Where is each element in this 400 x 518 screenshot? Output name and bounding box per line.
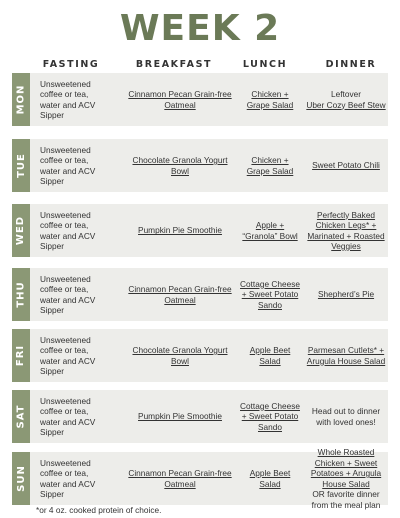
lunch-recipe-link[interactable]: Cottage Cheese + Sweet Potato Sando bbox=[240, 278, 300, 310]
breakfast-recipe-link[interactable]: Pumpkin Pie Smoothie bbox=[138, 225, 222, 236]
dinner-recipe-link[interactable]: Shepherd’s Pie bbox=[317, 289, 375, 300]
day-row-thu bbox=[12, 268, 388, 321]
breakfast-recipe-link[interactable]: Cinnamon Pecan Grain-free Oatmeal bbox=[128, 89, 232, 110]
dinner-cell[interactable] bbox=[304, 268, 388, 321]
page-title: WEEK 2 bbox=[119, 8, 281, 49]
lunch-cell[interactable] bbox=[239, 390, 301, 443]
fasting-cell: Unsweetened coffee or tea, water and ACV Sipper bbox=[40, 457, 96, 499]
breakfast-recipe-link[interactable]: Pumpkin Pie Smoothie bbox=[138, 411, 222, 422]
header-breakfast: BREAKFAST bbox=[135, 59, 213, 70]
day-row-fri bbox=[12, 329, 388, 382]
dinner-cell[interactable] bbox=[304, 204, 388, 257]
fasting-cell: Unsweetened coffee or tea, water and ACV Sipper bbox=[40, 334, 96, 376]
header-fasting: FASTING bbox=[42, 59, 100, 70]
lunch-recipe-link[interactable]: Chicken + Grape Salad bbox=[246, 155, 294, 176]
day-label: THU bbox=[15, 281, 27, 308]
lunch-cell[interactable] bbox=[239, 139, 301, 192]
day-row-mon bbox=[12, 73, 388, 126]
breakfast-cell[interactable] bbox=[124, 139, 236, 192]
dinner-text: OR favorite dinner from the meal plan bbox=[311, 489, 381, 510]
dinner-cell[interactable] bbox=[304, 139, 388, 192]
footnote: *or 4 oz. cooked protein of choice. bbox=[36, 505, 162, 515]
header-dinner: DINNER bbox=[325, 59, 377, 70]
lunch-cell[interactable] bbox=[239, 204, 301, 257]
dinner-text: Leftover bbox=[331, 89, 361, 99]
dinner-cell[interactable] bbox=[304, 329, 388, 382]
lunch-recipe-link[interactable]: Apple + “Granola” Bowl bbox=[242, 220, 298, 241]
fasting-cell: Unsweetened coffee or tea, water and ACV Sipper bbox=[40, 395, 96, 437]
header-lunch: LUNCH bbox=[242, 59, 288, 70]
breakfast-recipe-link[interactable]: Cinnamon Pecan Grain-free Oatmeal bbox=[128, 284, 232, 305]
lunch-cell[interactable] bbox=[239, 329, 301, 382]
fasting-cell: Unsweetened coffee or tea, water and ACV Sipper bbox=[40, 78, 96, 120]
breakfast-recipe-link[interactable]: Cinnamon Pecan Grain-free Oatmeal bbox=[128, 468, 232, 489]
breakfast-cell[interactable] bbox=[124, 329, 236, 382]
day-label: SAT bbox=[15, 404, 27, 429]
day-label: FRI bbox=[15, 344, 27, 367]
day-row-tue bbox=[12, 139, 388, 192]
day-label: WED bbox=[15, 215, 27, 246]
day-row-sat bbox=[12, 390, 388, 443]
column-headers bbox=[0, 59, 400, 73]
lunch-recipe-link[interactable]: Apple Beet Salad bbox=[249, 345, 291, 366]
dinner-recipe-link[interactable]: Whole Roasted Chicken + Sweet Potatoes + Arugula House Salad bbox=[310, 447, 382, 489]
dinner-cell bbox=[304, 390, 388, 443]
breakfast-cell[interactable] bbox=[124, 390, 236, 443]
lunch-cell[interactable] bbox=[239, 268, 301, 321]
breakfast-cell[interactable] bbox=[124, 204, 236, 257]
lunch-recipe-link[interactable]: Apple Beet Salad bbox=[249, 468, 291, 489]
day-label: SUN bbox=[15, 465, 27, 492]
dinner-text: Head out to dinner with loved ones! bbox=[311, 406, 381, 427]
fasting-cell: Unsweetened coffee or tea, water and ACV Sipper bbox=[40, 273, 96, 315]
breakfast-recipe-link[interactable]: Chocolate Granola Yogurt Bowl bbox=[132, 155, 228, 176]
fasting-cell: Unsweetened coffee or tea, water and ACV Sipper bbox=[40, 144, 96, 186]
fasting-cell: Unsweetened coffee or tea, water and ACV Sipper bbox=[40, 209, 96, 251]
breakfast-cell[interactable] bbox=[124, 452, 236, 505]
dinner-cell[interactable] bbox=[304, 73, 388, 126]
dinner-recipe-link[interactable]: Parmesan Cutlets* + Arugula House Salad bbox=[306, 345, 386, 366]
dinner-cell[interactable] bbox=[304, 447, 388, 510]
breakfast-cell[interactable] bbox=[124, 73, 236, 126]
lunch-cell[interactable] bbox=[239, 73, 301, 126]
dinner-recipe-link[interactable]: Perfectly Baked Chicken Legs* + Marinated + Roasted Veggies bbox=[307, 209, 385, 251]
dinner-recipe-link[interactable]: Sweet Potato Chili bbox=[312, 160, 380, 171]
day-label: MON bbox=[15, 84, 27, 115]
lunch-cell[interactable] bbox=[239, 452, 301, 505]
breakfast-recipe-link[interactable]: Chocolate Granola Yogurt Bowl bbox=[132, 345, 228, 366]
lunch-recipe-link[interactable]: Cottage Cheese + Sweet Potato Sando bbox=[240, 400, 300, 432]
dinner-recipe-link[interactable]: Uber Cozy Beef Stew bbox=[306, 99, 386, 110]
breakfast-cell[interactable] bbox=[124, 268, 236, 321]
lunch-recipe-link[interactable]: Chicken + Grape Salad bbox=[246, 89, 294, 110]
day-row-wed bbox=[12, 204, 388, 257]
day-label: TUE bbox=[15, 153, 27, 178]
